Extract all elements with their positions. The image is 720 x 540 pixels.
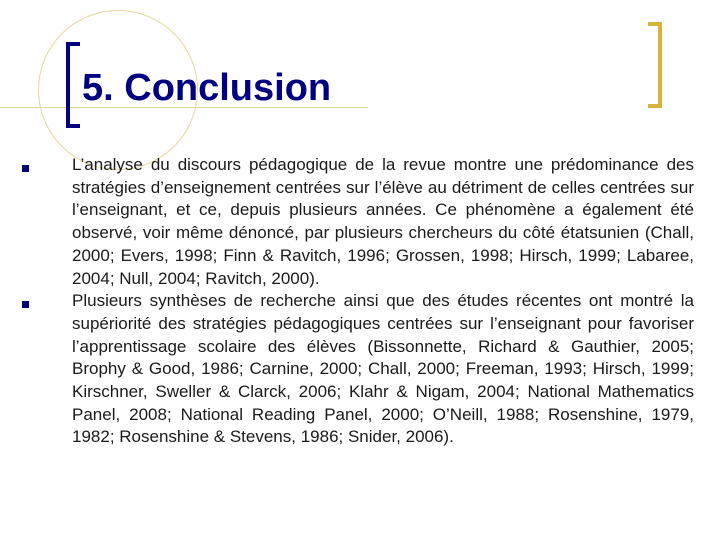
square-bullet-icon [22, 165, 29, 172]
bullet-text: Plusieurs synthèses de recherche ainsi que des études récentes ont montré la supériorité des stratégies pédagogiques centrées sur l’enseignant pour favoriser l’apprentissage scolaire des élèves (Bissonnette, Richard & Gauthier, 2005; Brophy & Good, 1986; Carnine, 2000; Chall, 2000; Freeman, 1993; Hirsch, 1999; Kirschner, Sweller & Clarck, 2006; Klahr & Nigam, 2004; National Mathematics Panel, 2008; National Reading Panel, 2000; O’Neill, 1988; Rosenshine, 1979, 1982; Rosenshine & Stevens, 1986; Snider, 2006). [72, 291, 694, 447]
bullet-text: L’analyse du discours pédagogique de la revue montre une prédominance des stratégies d’enseignement centrées sur l’élève au détriment de celles centrées sur l’enseignant, et ce, depuis plusieurs années. Ce phénomène a également été observé, voir même dénoncé, par plusieurs chercheurs du côté étatsunien (Chall, 2000; Evers, 1998; Finn & Ravitch, 1996; Grossen, 1998; Hirsch, 1999; Labaree, 2004; Null, 2004; Ravitch, 2000). [72, 155, 694, 288]
bullet-item [20, 290, 694, 449]
right-bracket-decoration [648, 22, 662, 108]
square-bullet-icon [22, 301, 29, 308]
bullet-list [20, 154, 694, 449]
slide-title: 5. Conclusion [82, 67, 332, 109]
bullet-item [20, 154, 694, 290]
left-bracket-decoration [66, 42, 80, 128]
